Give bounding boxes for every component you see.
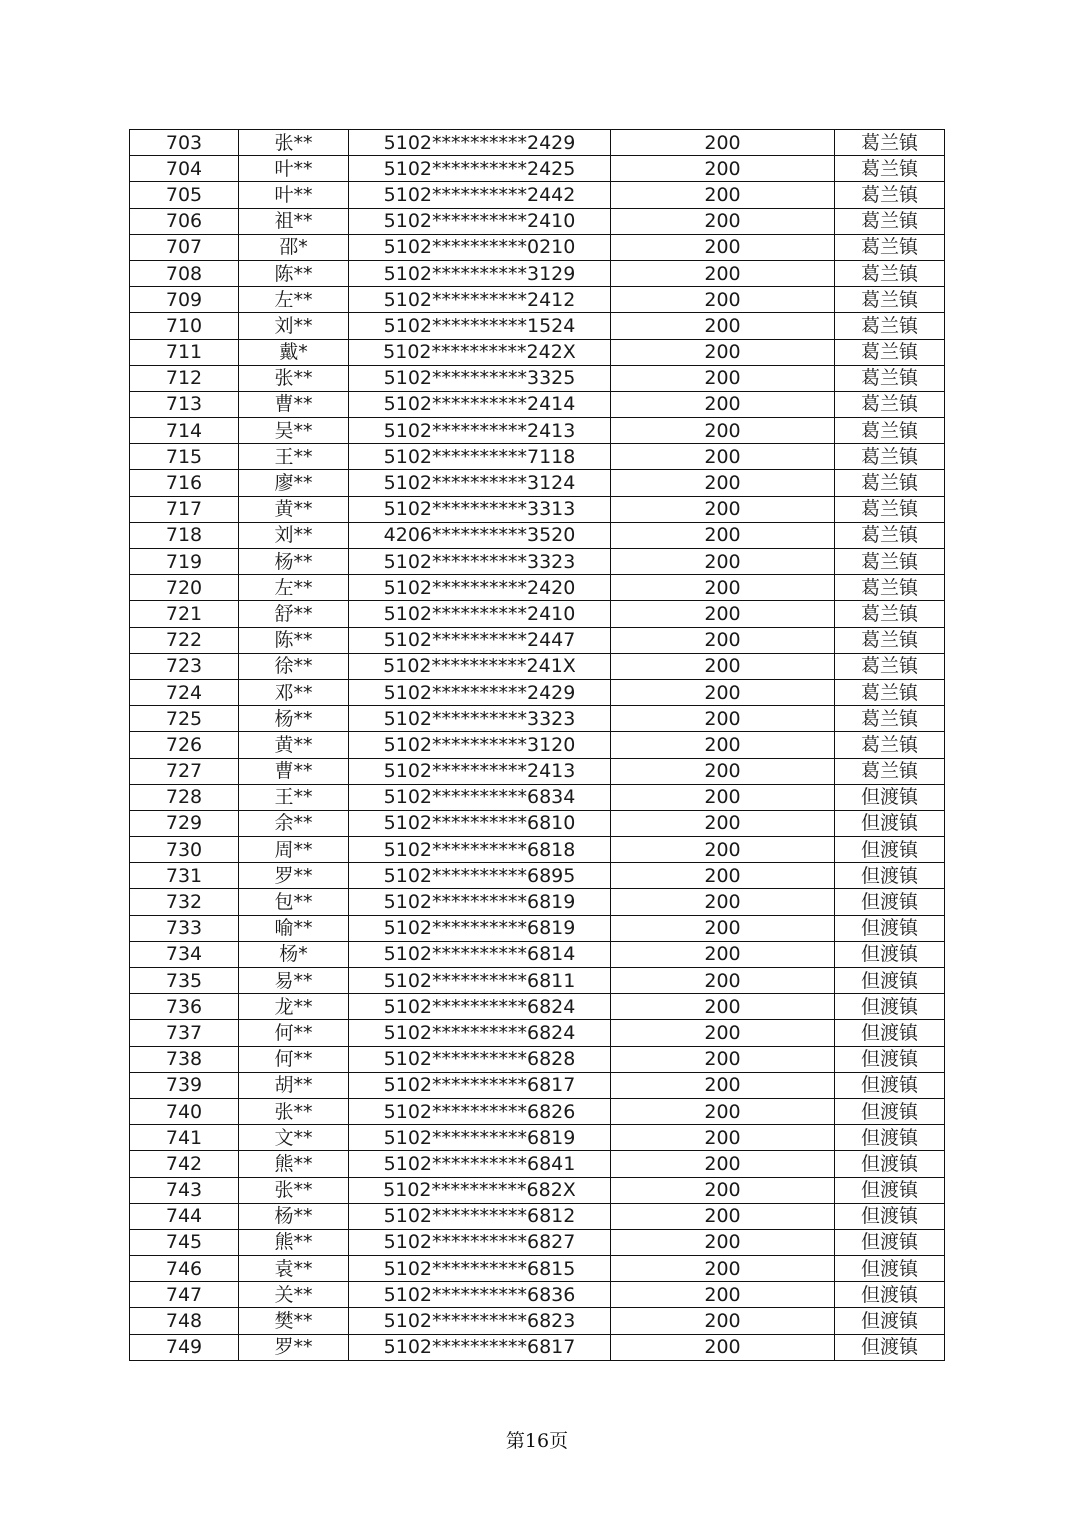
town-cell: 葛兰镇 bbox=[835, 653, 945, 679]
row-number-cell: 741 bbox=[130, 1125, 239, 1151]
town-cell: 但渡镇 bbox=[835, 1020, 945, 1046]
id-number-cell: 5102**********6814 bbox=[349, 941, 611, 967]
name-cell: 廖** bbox=[239, 470, 349, 496]
row-number-cell: 720 bbox=[130, 575, 239, 601]
id-number-cell: 5102**********6841 bbox=[349, 1151, 611, 1177]
name-cell: 戴* bbox=[239, 339, 349, 365]
table-row bbox=[130, 889, 945, 915]
amount-cell: 200 bbox=[611, 1072, 835, 1098]
id-number-cell: 5102**********6819 bbox=[349, 1125, 611, 1151]
table-row bbox=[130, 1256, 945, 1282]
name-cell: 左** bbox=[239, 575, 349, 601]
amount-cell: 200 bbox=[611, 915, 835, 941]
town-cell: 但渡镇 bbox=[835, 968, 945, 994]
name-cell: 杨** bbox=[239, 549, 349, 575]
row-number-cell: 732 bbox=[130, 889, 239, 915]
table-row bbox=[130, 915, 945, 941]
row-number-cell: 707 bbox=[130, 234, 239, 260]
row-number-cell: 729 bbox=[130, 810, 239, 836]
town-cell: 葛兰镇 bbox=[835, 365, 945, 391]
amount-cell: 200 bbox=[611, 444, 835, 470]
id-number-cell: 5102**********6812 bbox=[349, 1203, 611, 1229]
id-number-cell: 5102**********2429 bbox=[349, 679, 611, 705]
row-number-cell: 722 bbox=[130, 627, 239, 653]
table-row bbox=[130, 679, 945, 705]
town-cell: 葛兰镇 bbox=[835, 287, 945, 313]
amount-cell: 200 bbox=[611, 1020, 835, 1046]
id-number-cell: 5102**********241X bbox=[349, 653, 611, 679]
amount-cell: 200 bbox=[611, 810, 835, 836]
amount-cell: 200 bbox=[611, 156, 835, 182]
table-row bbox=[130, 1046, 945, 1072]
row-number-cell: 737 bbox=[130, 1020, 239, 1046]
amount-cell: 200 bbox=[611, 1229, 835, 1255]
row-number-cell: 712 bbox=[130, 365, 239, 391]
table-row bbox=[130, 339, 945, 365]
id-number-cell: 5102**********6823 bbox=[349, 1308, 611, 1334]
name-cell: 黄** bbox=[239, 732, 349, 758]
name-cell: 余** bbox=[239, 810, 349, 836]
name-cell: 杨* bbox=[239, 941, 349, 967]
row-number-cell: 718 bbox=[130, 522, 239, 548]
amount-cell: 200 bbox=[611, 182, 835, 208]
table-row bbox=[130, 1308, 945, 1334]
row-number-cell: 705 bbox=[130, 182, 239, 208]
town-cell: 但渡镇 bbox=[835, 863, 945, 889]
town-cell: 但渡镇 bbox=[835, 1098, 945, 1124]
name-cell: 陈** bbox=[239, 260, 349, 286]
amount-cell: 200 bbox=[611, 627, 835, 653]
town-cell: 葛兰镇 bbox=[835, 444, 945, 470]
town-cell: 葛兰镇 bbox=[835, 234, 945, 260]
table-row bbox=[130, 549, 945, 575]
name-cell: 左** bbox=[239, 287, 349, 313]
table-row bbox=[130, 313, 945, 339]
row-number-cell: 708 bbox=[130, 260, 239, 286]
town-cell: 但渡镇 bbox=[835, 1256, 945, 1282]
name-cell: 张** bbox=[239, 1098, 349, 1124]
table-row bbox=[130, 1203, 945, 1229]
id-number-cell: 5102**********2425 bbox=[349, 156, 611, 182]
row-number-cell: 739 bbox=[130, 1072, 239, 1098]
name-cell: 祖** bbox=[239, 208, 349, 234]
amount-cell: 200 bbox=[611, 1308, 835, 1334]
name-cell: 叶** bbox=[239, 182, 349, 208]
row-number-cell: 730 bbox=[130, 837, 239, 863]
table-row bbox=[130, 391, 945, 417]
name-cell: 刘** bbox=[239, 313, 349, 339]
name-cell: 周** bbox=[239, 837, 349, 863]
table-row bbox=[130, 1020, 945, 1046]
name-cell: 何** bbox=[239, 1046, 349, 1072]
roster-table bbox=[129, 129, 945, 1361]
row-number-cell: 713 bbox=[130, 391, 239, 417]
row-number-cell: 716 bbox=[130, 470, 239, 496]
table-row bbox=[130, 810, 945, 836]
amount-cell: 200 bbox=[611, 889, 835, 915]
name-cell: 王** bbox=[239, 444, 349, 470]
table-row bbox=[130, 1282, 945, 1308]
table-row bbox=[130, 601, 945, 627]
row-number-cell: 744 bbox=[130, 1203, 239, 1229]
table-row bbox=[130, 1098, 945, 1124]
name-cell: 邵* bbox=[239, 234, 349, 260]
town-cell: 葛兰镇 bbox=[835, 496, 945, 522]
row-number-cell: 743 bbox=[130, 1177, 239, 1203]
name-cell: 叶** bbox=[239, 156, 349, 182]
table-row bbox=[130, 706, 945, 732]
table-row bbox=[130, 1125, 945, 1151]
table-row bbox=[130, 522, 945, 548]
id-number-cell: 5102**********2412 bbox=[349, 287, 611, 313]
amount-cell: 200 bbox=[611, 784, 835, 810]
name-cell: 曹** bbox=[239, 758, 349, 784]
roster-body bbox=[130, 130, 945, 1361]
amount-cell: 200 bbox=[611, 339, 835, 365]
table-row bbox=[130, 287, 945, 313]
row-number-cell: 709 bbox=[130, 287, 239, 313]
amount-cell: 200 bbox=[611, 758, 835, 784]
name-cell: 胡** bbox=[239, 1072, 349, 1098]
town-cell: 但渡镇 bbox=[835, 915, 945, 941]
town-cell: 但渡镇 bbox=[835, 1177, 945, 1203]
row-number-cell: 717 bbox=[130, 496, 239, 522]
row-number-cell: 725 bbox=[130, 706, 239, 732]
table-row bbox=[130, 182, 945, 208]
table-row bbox=[130, 627, 945, 653]
row-number-cell: 748 bbox=[130, 1308, 239, 1334]
amount-cell: 200 bbox=[611, 1256, 835, 1282]
amount-cell: 200 bbox=[611, 522, 835, 548]
id-number-cell: 5102**********3323 bbox=[349, 706, 611, 732]
id-number-cell: 5102**********3325 bbox=[349, 365, 611, 391]
name-cell: 邓** bbox=[239, 679, 349, 705]
name-cell: 张** bbox=[239, 130, 349, 156]
row-number-cell: 723 bbox=[130, 653, 239, 679]
table-row bbox=[130, 470, 945, 496]
name-cell: 舒** bbox=[239, 601, 349, 627]
id-number-cell: 5102**********0210 bbox=[349, 234, 611, 260]
name-cell: 曹** bbox=[239, 391, 349, 417]
table-row bbox=[130, 1151, 945, 1177]
table-row bbox=[130, 444, 945, 470]
row-number-cell: 749 bbox=[130, 1334, 239, 1360]
amount-cell: 200 bbox=[611, 208, 835, 234]
table-row bbox=[130, 784, 945, 810]
table-row bbox=[130, 758, 945, 784]
row-number-cell: 740 bbox=[130, 1098, 239, 1124]
row-number-cell: 715 bbox=[130, 444, 239, 470]
amount-cell: 200 bbox=[611, 863, 835, 889]
id-number-cell: 5102**********6827 bbox=[349, 1229, 611, 1255]
name-cell: 樊** bbox=[239, 1308, 349, 1334]
town-cell: 葛兰镇 bbox=[835, 208, 945, 234]
amount-cell: 200 bbox=[611, 287, 835, 313]
row-number-cell: 736 bbox=[130, 994, 239, 1020]
id-number-cell: 5102**********1524 bbox=[349, 313, 611, 339]
town-cell: 但渡镇 bbox=[835, 784, 945, 810]
amount-cell: 200 bbox=[611, 234, 835, 260]
town-cell: 但渡镇 bbox=[835, 1334, 945, 1360]
id-number-cell: 5102**********3129 bbox=[349, 260, 611, 286]
amount-cell: 200 bbox=[611, 549, 835, 575]
table-row bbox=[130, 653, 945, 679]
amount-cell: 200 bbox=[611, 941, 835, 967]
table-row bbox=[130, 496, 945, 522]
town-cell: 但渡镇 bbox=[835, 1282, 945, 1308]
amount-cell: 200 bbox=[611, 706, 835, 732]
town-cell: 葛兰镇 bbox=[835, 182, 945, 208]
town-cell: 葛兰镇 bbox=[835, 732, 945, 758]
amount-cell: 200 bbox=[611, 313, 835, 339]
name-cell: 罗** bbox=[239, 1334, 349, 1360]
table-row bbox=[130, 156, 945, 182]
town-cell: 葛兰镇 bbox=[835, 156, 945, 182]
name-cell: 何** bbox=[239, 1020, 349, 1046]
town-cell: 葛兰镇 bbox=[835, 549, 945, 575]
name-cell: 张** bbox=[239, 365, 349, 391]
name-cell: 包** bbox=[239, 889, 349, 915]
amount-cell: 200 bbox=[611, 601, 835, 627]
id-number-cell: 5102**********3120 bbox=[349, 732, 611, 758]
name-cell: 吴** bbox=[239, 418, 349, 444]
name-cell: 黄** bbox=[239, 496, 349, 522]
name-cell: 熊** bbox=[239, 1229, 349, 1255]
row-number-cell: 745 bbox=[130, 1229, 239, 1255]
name-cell: 熊** bbox=[239, 1151, 349, 1177]
row-number-cell: 714 bbox=[130, 418, 239, 444]
amount-cell: 200 bbox=[611, 1203, 835, 1229]
name-cell: 杨** bbox=[239, 706, 349, 732]
amount-cell: 200 bbox=[611, 365, 835, 391]
town-cell: 葛兰镇 bbox=[835, 470, 945, 496]
row-number-cell: 738 bbox=[130, 1046, 239, 1072]
row-number-cell: 721 bbox=[130, 601, 239, 627]
town-cell: 葛兰镇 bbox=[835, 601, 945, 627]
amount-cell: 200 bbox=[611, 837, 835, 863]
amount-cell: 200 bbox=[611, 418, 835, 444]
amount-cell: 200 bbox=[611, 391, 835, 417]
amount-cell: 200 bbox=[611, 653, 835, 679]
id-number-cell: 5102**********6817 bbox=[349, 1072, 611, 1098]
row-number-cell: 710 bbox=[130, 313, 239, 339]
page-number: 第16页 bbox=[505, 1430, 569, 1452]
id-number-cell: 5102**********6824 bbox=[349, 1020, 611, 1046]
town-cell: 但渡镇 bbox=[835, 1151, 945, 1177]
amount-cell: 200 bbox=[611, 1098, 835, 1124]
table-row bbox=[130, 260, 945, 286]
id-number-cell: 5102**********2429 bbox=[349, 130, 611, 156]
town-cell: 葛兰镇 bbox=[835, 706, 945, 732]
row-number-cell: 711 bbox=[130, 339, 239, 365]
table-row bbox=[130, 208, 945, 234]
amount-cell: 200 bbox=[611, 732, 835, 758]
name-cell: 龙** bbox=[239, 994, 349, 1020]
row-number-cell: 733 bbox=[130, 915, 239, 941]
id-number-cell: 5102**********6811 bbox=[349, 968, 611, 994]
id-number-cell: 5102**********2413 bbox=[349, 418, 611, 444]
row-number-cell: 734 bbox=[130, 941, 239, 967]
table-row bbox=[130, 1072, 945, 1098]
town-cell: 但渡镇 bbox=[835, 889, 945, 915]
id-number-cell: 5102**********6815 bbox=[349, 1256, 611, 1282]
amount-cell: 200 bbox=[611, 1282, 835, 1308]
table-row bbox=[130, 1334, 945, 1360]
id-number-cell: 5102**********6895 bbox=[349, 863, 611, 889]
name-cell: 易** bbox=[239, 968, 349, 994]
town-cell: 但渡镇 bbox=[835, 1046, 945, 1072]
table-row bbox=[130, 365, 945, 391]
name-cell: 刘** bbox=[239, 522, 349, 548]
amount-cell: 200 bbox=[611, 1125, 835, 1151]
table-row bbox=[130, 234, 945, 260]
town-cell: 但渡镇 bbox=[835, 1125, 945, 1151]
id-number-cell: 5102**********6818 bbox=[349, 837, 611, 863]
town-cell: 葛兰镇 bbox=[835, 522, 945, 548]
amount-cell: 200 bbox=[611, 575, 835, 601]
name-cell: 陈** bbox=[239, 627, 349, 653]
town-cell: 葛兰镇 bbox=[835, 260, 945, 286]
amount-cell: 200 bbox=[611, 1046, 835, 1072]
id-number-cell: 5102**********6826 bbox=[349, 1098, 611, 1124]
town-cell: 葛兰镇 bbox=[835, 627, 945, 653]
id-number-cell: 5102**********2420 bbox=[349, 575, 611, 601]
id-number-cell: 5102**********6810 bbox=[349, 810, 611, 836]
name-cell: 罗** bbox=[239, 863, 349, 889]
id-number-cell: 4206**********3520 bbox=[349, 522, 611, 548]
amount-cell: 200 bbox=[611, 1151, 835, 1177]
table-row bbox=[130, 130, 945, 156]
town-cell: 葛兰镇 bbox=[835, 339, 945, 365]
amount-cell: 200 bbox=[611, 260, 835, 286]
id-number-cell: 5102**********6817 bbox=[349, 1334, 611, 1360]
table-row bbox=[130, 1177, 945, 1203]
amount-cell: 200 bbox=[611, 130, 835, 156]
name-cell: 徐** bbox=[239, 653, 349, 679]
table-row bbox=[130, 837, 945, 863]
row-number-cell: 719 bbox=[130, 549, 239, 575]
table-row bbox=[130, 418, 945, 444]
id-number-cell: 5102**********2442 bbox=[349, 182, 611, 208]
town-cell: 葛兰镇 bbox=[835, 418, 945, 444]
town-cell: 但渡镇 bbox=[835, 1072, 945, 1098]
town-cell: 葛兰镇 bbox=[835, 758, 945, 784]
table-row bbox=[130, 1229, 945, 1255]
name-cell: 袁** bbox=[239, 1256, 349, 1282]
id-number-cell: 5102**********2413 bbox=[349, 758, 611, 784]
amount-cell: 200 bbox=[611, 496, 835, 522]
table-row bbox=[130, 968, 945, 994]
town-cell: 但渡镇 bbox=[835, 1308, 945, 1334]
table-row bbox=[130, 863, 945, 889]
id-number-cell: 5102**********3313 bbox=[349, 496, 611, 522]
amount-cell: 200 bbox=[611, 1177, 835, 1203]
amount-cell: 200 bbox=[611, 679, 835, 705]
row-number-cell: 742 bbox=[130, 1151, 239, 1177]
amount-cell: 200 bbox=[611, 968, 835, 994]
id-number-cell: 5102**********682X bbox=[349, 1177, 611, 1203]
id-number-cell: 5102**********6828 bbox=[349, 1046, 611, 1072]
amount-cell: 200 bbox=[611, 1334, 835, 1360]
table-row bbox=[130, 575, 945, 601]
town-cell: 但渡镇 bbox=[835, 810, 945, 836]
row-number-cell: 724 bbox=[130, 679, 239, 705]
row-number-cell: 703 bbox=[130, 130, 239, 156]
name-cell: 文** bbox=[239, 1125, 349, 1151]
town-cell: 但渡镇 bbox=[835, 1203, 945, 1229]
name-cell: 杨** bbox=[239, 1203, 349, 1229]
town-cell: 葛兰镇 bbox=[835, 313, 945, 339]
town-cell: 但渡镇 bbox=[835, 837, 945, 863]
town-cell: 葛兰镇 bbox=[835, 679, 945, 705]
id-number-cell: 5102**********7118 bbox=[349, 444, 611, 470]
name-cell: 王** bbox=[239, 784, 349, 810]
table-row bbox=[130, 941, 945, 967]
town-cell: 葛兰镇 bbox=[835, 391, 945, 417]
id-number-cell: 5102**********6819 bbox=[349, 915, 611, 941]
town-cell: 但渡镇 bbox=[835, 1229, 945, 1255]
id-number-cell: 5102**********2410 bbox=[349, 601, 611, 627]
amount-cell: 200 bbox=[611, 994, 835, 1020]
table-row bbox=[130, 732, 945, 758]
row-number-cell: 704 bbox=[130, 156, 239, 182]
town-cell: 但渡镇 bbox=[835, 941, 945, 967]
id-number-cell: 5102**********2447 bbox=[349, 627, 611, 653]
name-cell: 关** bbox=[239, 1282, 349, 1308]
row-number-cell: 726 bbox=[130, 732, 239, 758]
name-cell: 张** bbox=[239, 1177, 349, 1203]
id-number-cell: 5102**********6819 bbox=[349, 889, 611, 915]
town-cell: 葛兰镇 bbox=[835, 130, 945, 156]
town-cell: 但渡镇 bbox=[835, 994, 945, 1020]
table-row bbox=[130, 994, 945, 1020]
row-number-cell: 746 bbox=[130, 1256, 239, 1282]
amount-cell: 200 bbox=[611, 470, 835, 496]
row-number-cell: 727 bbox=[130, 758, 239, 784]
town-cell: 葛兰镇 bbox=[835, 575, 945, 601]
id-number-cell: 5102**********3323 bbox=[349, 549, 611, 575]
row-number-cell: 747 bbox=[130, 1282, 239, 1308]
id-number-cell: 5102**********242X bbox=[349, 339, 611, 365]
id-number-cell: 5102**********6836 bbox=[349, 1282, 611, 1308]
row-number-cell: 735 bbox=[130, 968, 239, 994]
id-number-cell: 5102**********2410 bbox=[349, 208, 611, 234]
id-number-cell: 5102**********2414 bbox=[349, 391, 611, 417]
row-number-cell: 731 bbox=[130, 863, 239, 889]
name-cell: 喻** bbox=[239, 915, 349, 941]
row-number-cell: 706 bbox=[130, 208, 239, 234]
id-number-cell: 5102**********3124 bbox=[349, 470, 611, 496]
id-number-cell: 5102**********6834 bbox=[349, 784, 611, 810]
id-number-cell: 5102**********6824 bbox=[349, 994, 611, 1020]
row-number-cell: 728 bbox=[130, 784, 239, 810]
